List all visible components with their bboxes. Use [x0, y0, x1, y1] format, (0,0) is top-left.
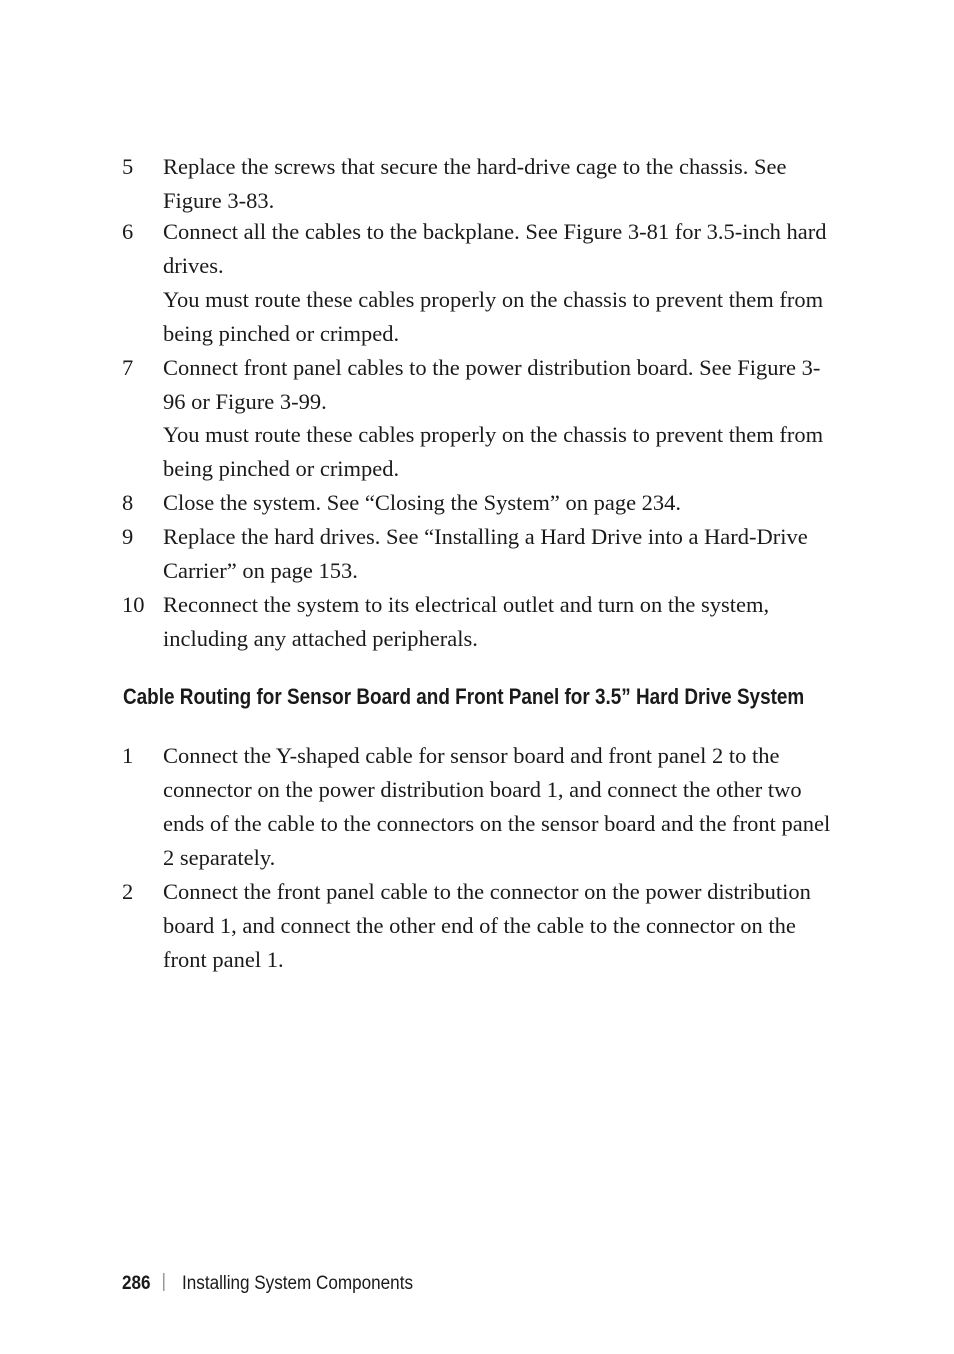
step-text: Replace the hard drives. See “Installing a Hard Drive into a Hard-Drive Carrier” on page 153. — [163, 524, 808, 583]
step-number: 1 — [122, 743, 134, 768]
step-number: 10 — [122, 592, 145, 617]
step-7-note — [163, 418, 843, 486]
step-text: Replace the screws that secure the hard-drive cage to the chassis. See Figure 3-83. — [163, 154, 787, 213]
step-number: 2 — [122, 879, 134, 904]
step-text: Close the system. See “Closing the System” on page 234. — [163, 490, 682, 515]
step-number: 8 — [122, 490, 134, 515]
step-10 — [122, 588, 842, 656]
chapter-title: Installing System Components — [182, 1273, 413, 1294]
step-number: 5 — [122, 154, 134, 179]
step-number: 7 — [122, 355, 134, 380]
step-number: 6 — [122, 219, 134, 244]
step-text: Connect the front panel cable to the connector on the power distribution board 1, and connect the other end of the cable to the connector on the front panel 1. — [163, 879, 811, 972]
step-8 — [122, 486, 842, 520]
note-text: You must route these cables properly on the chassis to prevent them from being pinched or crimped. — [163, 422, 824, 481]
step-6-note — [163, 283, 843, 351]
section-step-1 — [122, 739, 842, 875]
step-text: Connect the Y-shaped cable for sensor board and front panel 2 to the connector on the power distribution board 1, and connect the other two ends of the cable to the connectors on the sensor board and the front panel 2 separately. — [163, 743, 831, 870]
note-text: You must route these cables properly on the chassis to prevent them from being pinched or crimped. — [163, 287, 824, 346]
step-9 — [122, 520, 842, 588]
step-text: Connect all the cables to the backplane. See Figure 3-81 for 3.5-inch hard drives. — [163, 219, 827, 278]
page-footer — [122, 1272, 413, 1296]
step-5 — [122, 150, 842, 218]
step-number: 9 — [122, 524, 134, 549]
step-7 — [122, 351, 842, 419]
step-text: Connect front panel cables to the power distribution board. See Figure 3-96 or Figure 3-99. — [163, 355, 821, 414]
section-heading: Cable Routing for Sensor Board and Front Panel for 3.5” Hard Drive System — [123, 684, 805, 709]
step-text: Reconnect the system to its electrical outlet and turn on the system, including any attached peripherals. — [163, 592, 770, 651]
page-number: 286 — [122, 1273, 151, 1294]
footer-divider — [163, 1273, 164, 1291]
section-step-2 — [122, 875, 842, 977]
step-6 — [122, 215, 842, 283]
